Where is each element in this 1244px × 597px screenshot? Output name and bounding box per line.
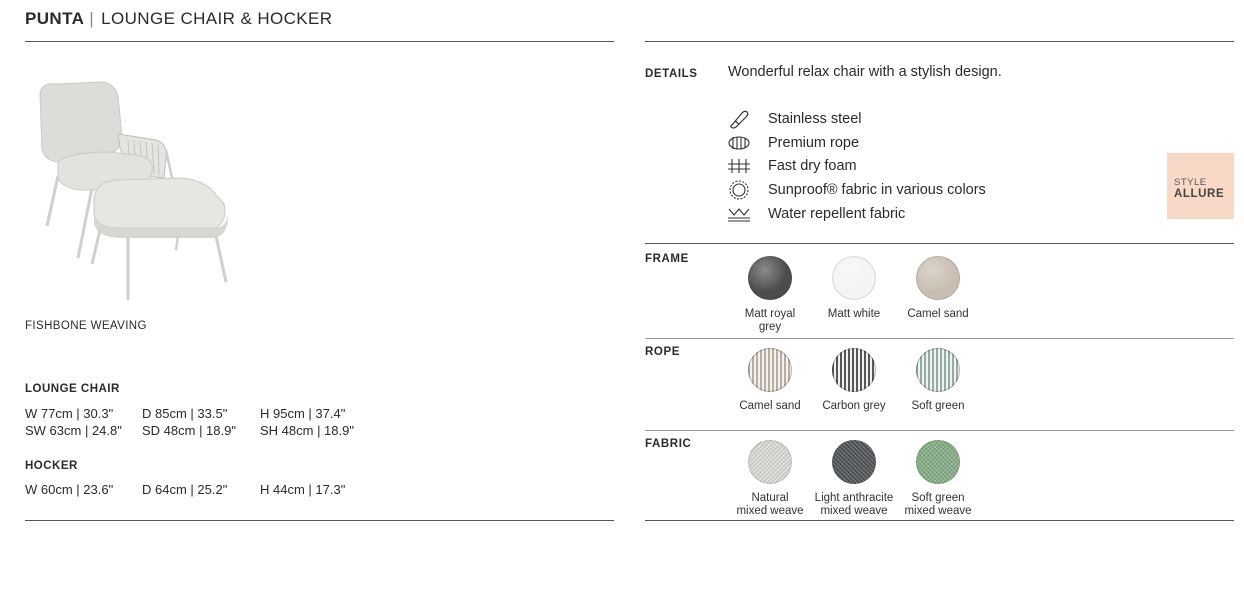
rope-option-label: Camel sand: [739, 400, 801, 412]
stainless-steel-icon: [727, 109, 751, 129]
rope-divider: [645, 430, 1234, 431]
rope-option-label: Carbon grey: [822, 400, 886, 412]
lounge-chair-width: W 77cm | 30.3": [25, 406, 114, 421]
fabric-option-label: [893, 492, 983, 518]
hocker-depth: D 64cm | 25.2": [142, 482, 228, 497]
header-divider-right: [645, 41, 1234, 42]
hocker-width: W 60cm | 23.6": [25, 482, 114, 497]
details-label: DETAILS: [645, 68, 698, 80]
fabric-option-label: [804, 492, 904, 518]
fabric-option-line2: mixed weave: [736, 505, 804, 517]
rope-swatch-carbon-grey[interactable]: [832, 348, 876, 392]
feature-premium-rope: [727, 133, 860, 153]
frame-option-name: Matt royal grey: [744, 308, 796, 333]
premium-rope-icon: [727, 133, 751, 153]
feature-stainless-steel: [727, 109, 862, 129]
feature-label: Stainless steel: [768, 111, 862, 127]
lounge-chair-hocker-illustration: [30, 78, 240, 306]
frame-swatch-camel-sand[interactable]: [916, 256, 960, 300]
fabric-option-line2: mixed weave: [820, 505, 888, 517]
product-subtitle: LOUNGE CHAIR & HOCKER: [101, 9, 333, 28]
style-badge: [1167, 153, 1234, 219]
left-bottom-divider: [25, 520, 614, 521]
page-title: [25, 9, 332, 29]
right-bottom-divider: [645, 520, 1234, 521]
feature-fast-dry-foam: [727, 156, 857, 176]
rope-label: ROPE: [645, 346, 680, 358]
style-badge-label: STYLE: [1174, 177, 1207, 188]
fabric-option-label: [725, 492, 815, 518]
fabric-swatch-light-anthracite[interactable]: [832, 440, 876, 484]
frame-swatch-matt-royal-grey[interactable]: [748, 256, 792, 300]
frame-option-label: Camel sand: [907, 308, 969, 320]
rope-swatch-soft-green[interactable]: [916, 348, 960, 392]
header-divider-left: [25, 41, 614, 42]
details-divider: [645, 243, 1234, 244]
fabric-option-line1: Natural: [751, 492, 789, 504]
frame-divider: [645, 338, 1234, 339]
feature-label: Water repellent fabric: [768, 206, 906, 222]
product-image: [30, 78, 240, 306]
fabric-option-line1: Soft green: [911, 492, 965, 504]
rope-swatch-camel-sand[interactable]: [748, 348, 792, 392]
frame-label: FRAME: [645, 253, 689, 265]
lounge-chair-seat-height: SH 48cm | 18.9": [260, 423, 354, 438]
feature-label: Fast dry foam: [768, 158, 857, 174]
frame-swatch-matt-white[interactable]: [832, 256, 876, 300]
lounge-chair-seat-depth: SD 48cm | 18.9": [142, 423, 236, 438]
fabric-label: FABRIC: [645, 438, 692, 450]
details-text: Wonderful relax chair with a stylish design.: [728, 64, 1002, 80]
sunproof-fabric-icon: [727, 180, 751, 200]
rope-option-label: Soft green: [911, 400, 965, 412]
feature-water-repellent: [727, 204, 906, 224]
weaving-label: FISHBONE WEAVING: [25, 320, 147, 332]
fast-dry-foam-icon: [727, 156, 751, 176]
lounge-chair-seat-width: SW 63cm | 24.8": [25, 423, 122, 438]
title-separator: |: [89, 9, 95, 28]
feature-label: Premium rope: [768, 135, 860, 151]
brand-name: PUNTA: [25, 9, 85, 28]
fabric-swatch-natural[interactable]: [748, 440, 792, 484]
fabric-swatch-soft-green[interactable]: [916, 440, 960, 484]
style-badge-value: ALLURE: [1174, 188, 1225, 200]
lounge-chair-depth: D 85cm | 33.5": [142, 406, 228, 421]
water-repellent-icon: [727, 204, 751, 224]
fabric-option-line2: mixed weave: [904, 505, 972, 517]
feature-label: Sunproof® fabric in various colors: [768, 182, 986, 198]
frame-option-label: [735, 308, 805, 334]
hocker-height: H 44cm | 17.3": [260, 482, 346, 497]
fabric-option-line1: Light anthracite: [814, 492, 894, 504]
hocker-title: HOCKER: [25, 460, 78, 472]
lounge-chair-height: H 95cm | 37.4": [260, 406, 346, 421]
lounge-chair-title: LOUNGE CHAIR: [25, 383, 120, 395]
frame-option-label: Matt white: [827, 308, 881, 320]
feature-sunproof-fabric: [727, 180, 986, 200]
